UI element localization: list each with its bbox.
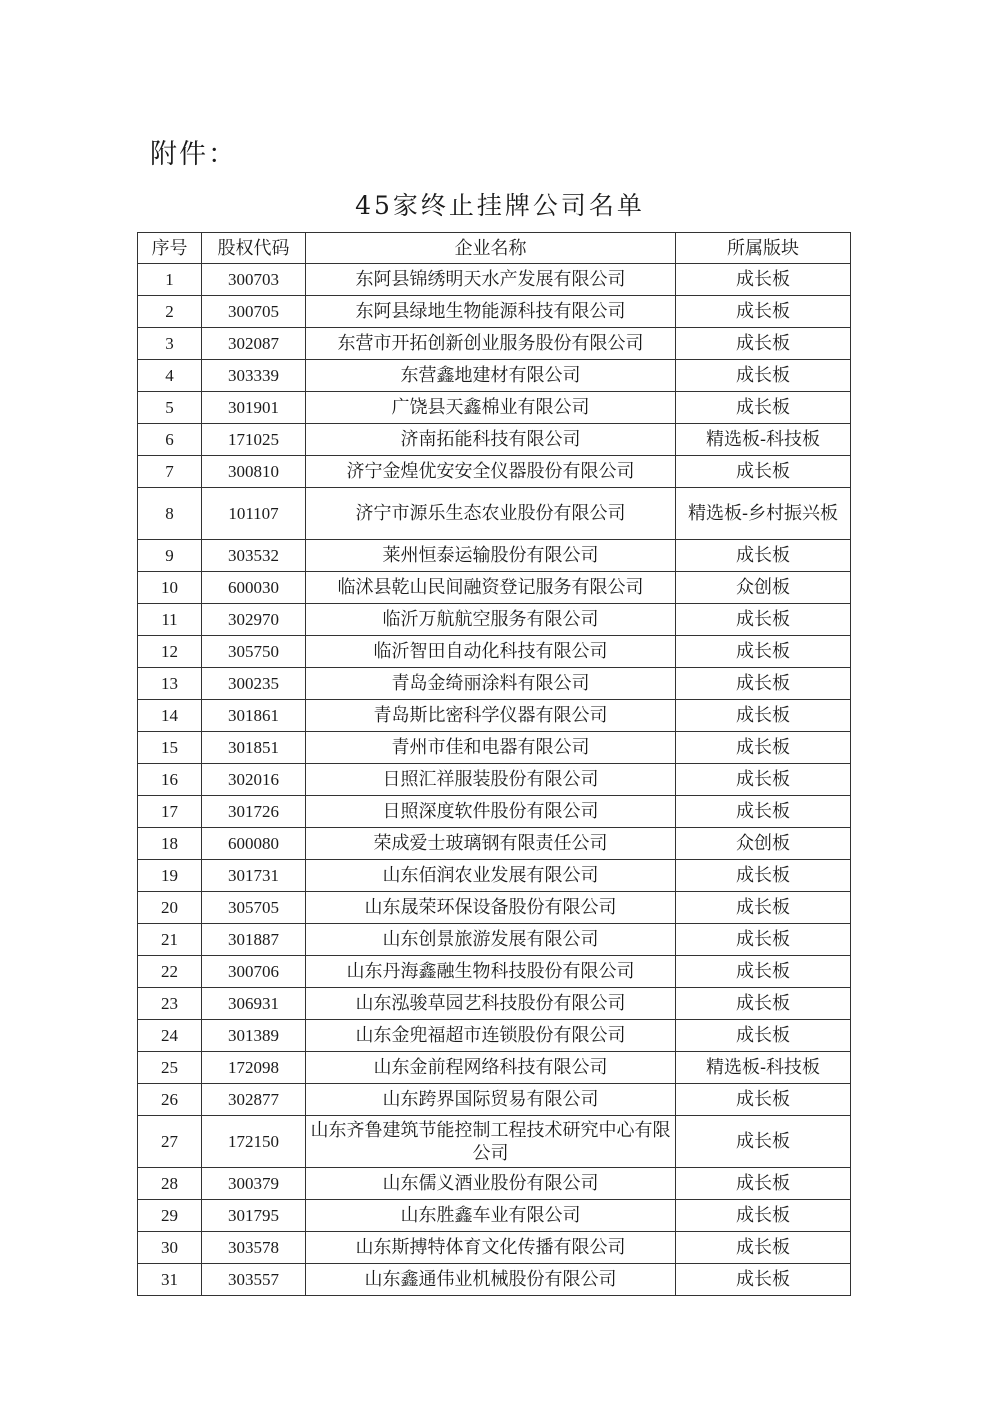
table-row [138, 540, 851, 572]
equity-code: 306931 [202, 988, 306, 1020]
equity-code: 300703 [202, 264, 306, 296]
table-row [138, 828, 851, 860]
table-header-row [138, 233, 851, 264]
board-name: 成长板 [676, 604, 851, 636]
page-title: 45家终止挂牌公司名单 [355, 191, 645, 220]
row-number: 23 [138, 988, 202, 1020]
row-number: 5 [138, 392, 202, 424]
board-name: 成长板 [676, 296, 851, 328]
equity-code: 171025 [202, 424, 306, 456]
board-name: 成长板 [676, 1084, 851, 1116]
row-number: 29 [138, 1200, 202, 1232]
equity-code: 303339 [202, 360, 306, 392]
company-name: 山东丹海鑫融生物科技股份有限公司 [306, 956, 676, 988]
equity-code: 300810 [202, 456, 306, 488]
table-row [138, 1264, 851, 1296]
company-name: 山东创景旅游发展有限公司 [306, 924, 676, 956]
row-number: 25 [138, 1052, 202, 1084]
company-name: 东营市开拓创新创业服务股份有限公司 [306, 328, 676, 360]
board-name: 成长板 [676, 636, 851, 668]
row-number: 13 [138, 668, 202, 700]
row-number: 15 [138, 732, 202, 764]
board-name: 成长板 [676, 1264, 851, 1296]
equity-code: 600030 [202, 572, 306, 604]
equity-code: 302877 [202, 1084, 306, 1116]
table-row [138, 392, 851, 424]
board-name: 成长板 [676, 540, 851, 572]
column-header-name: 企业名称 [306, 233, 676, 264]
equity-code: 172098 [202, 1052, 306, 1084]
board-name: 成长板 [676, 924, 851, 956]
equity-code: 301726 [202, 796, 306, 828]
equity-code: 301795 [202, 1200, 306, 1232]
equity-code: 172150 [202, 1116, 306, 1168]
row-number: 12 [138, 636, 202, 668]
row-number: 14 [138, 700, 202, 732]
board-name: 成长板 [676, 328, 851, 360]
table-row [138, 700, 851, 732]
company-name: 山东胜鑫车业有限公司 [306, 1200, 676, 1232]
table-row [138, 1052, 851, 1084]
row-number: 2 [138, 296, 202, 328]
row-number: 16 [138, 764, 202, 796]
board-name: 成长板 [676, 700, 851, 732]
table-row [138, 860, 851, 892]
board-name: 成长板 [676, 456, 851, 488]
equity-code: 303532 [202, 540, 306, 572]
company-name: 山东鑫通伟业机械股份有限公司 [306, 1264, 676, 1296]
company-name: 东阿县锦绣明天水产发展有限公司 [306, 264, 676, 296]
board-name: 成长板 [676, 796, 851, 828]
table-row [138, 456, 851, 488]
equity-code: 300235 [202, 668, 306, 700]
company-name: 山东佰润农业发展有限公司 [306, 860, 676, 892]
column-header-code: 股权代码 [202, 233, 306, 264]
company-name: 济南拓能科技有限公司 [306, 424, 676, 456]
board-name: 成长板 [676, 764, 851, 796]
row-number: 28 [138, 1168, 202, 1200]
board-name: 成长板 [676, 988, 851, 1020]
row-number: 6 [138, 424, 202, 456]
equity-code: 300705 [202, 296, 306, 328]
company-name: 临沂万航航空服务有限公司 [306, 604, 676, 636]
board-name: 众创板 [676, 828, 851, 860]
equity-code: 302970 [202, 604, 306, 636]
company-name: 山东金兜福超市连锁股份有限公司 [306, 1020, 676, 1052]
company-name: 青岛斯比密科学仪器有限公司 [306, 700, 676, 732]
equity-code: 301389 [202, 1020, 306, 1052]
column-header-no: 序号 [138, 233, 202, 264]
row-number: 24 [138, 1020, 202, 1052]
company-name: 山东金前程网络科技有限公司 [306, 1052, 676, 1084]
row-number: 19 [138, 860, 202, 892]
company-name: 临沂智田自动化科技有限公司 [306, 636, 676, 668]
equity-code: 301861 [202, 700, 306, 732]
table-row [138, 328, 851, 360]
company-name: 山东跨界国际贸易有限公司 [306, 1084, 676, 1116]
table-row [138, 360, 851, 392]
equity-code: 300706 [202, 956, 306, 988]
company-name: 济宁金煌优安安全仪器股份有限公司 [306, 456, 676, 488]
row-number: 1 [138, 264, 202, 296]
table-row [138, 796, 851, 828]
table-row [138, 892, 851, 924]
table-row [138, 636, 851, 668]
row-number: 3 [138, 328, 202, 360]
equity-code: 301731 [202, 860, 306, 892]
company-name: 济宁市源乐生态农业股份有限公司 [306, 488, 676, 540]
equity-code: 301851 [202, 732, 306, 764]
table-row [138, 264, 851, 296]
company-name: 广饶县天鑫棉业有限公司 [306, 392, 676, 424]
table-row [138, 604, 851, 636]
company-table [137, 232, 851, 1296]
board-name: 成长板 [676, 892, 851, 924]
board-name: 成长板 [676, 1168, 851, 1200]
board-name: 成长板 [676, 956, 851, 988]
equity-code: 303578 [202, 1232, 306, 1264]
company-name: 青岛金绮丽涂料有限公司 [306, 668, 676, 700]
table-row [138, 1084, 851, 1116]
board-name: 成长板 [676, 264, 851, 296]
company-name: 荣成爱士玻璃钢有限责任公司 [306, 828, 676, 860]
board-name: 成长板 [676, 1020, 851, 1052]
column-header-board: 所属版块 [676, 233, 851, 264]
board-name: 成长板 [676, 1200, 851, 1232]
company-name: 东营鑫地建材有限公司 [306, 360, 676, 392]
company-name: 山东斯搏特体育文化传播有限公司 [306, 1232, 676, 1264]
board-name: 成长板 [676, 392, 851, 424]
table-row [138, 1020, 851, 1052]
row-number: 9 [138, 540, 202, 572]
table-row [138, 296, 851, 328]
company-name: 山东泓骏草园艺科技股份有限公司 [306, 988, 676, 1020]
company-name: 莱州恒泰运输股份有限公司 [306, 540, 676, 572]
table-row [138, 1116, 851, 1168]
equity-code: 305705 [202, 892, 306, 924]
row-number: 18 [138, 828, 202, 860]
row-number: 10 [138, 572, 202, 604]
table-row [138, 1232, 851, 1264]
board-name: 成长板 [676, 668, 851, 700]
equity-code: 300379 [202, 1168, 306, 1200]
table-row [138, 1168, 851, 1200]
row-number: 11 [138, 604, 202, 636]
row-number: 26 [138, 1084, 202, 1116]
table-row [138, 424, 851, 456]
equity-code: 302016 [202, 764, 306, 796]
row-number: 31 [138, 1264, 202, 1296]
table-row [138, 988, 851, 1020]
company-name: 山东齐鲁建筑节能控制工程技术研究中心有限公司 [306, 1116, 676, 1168]
table-body [138, 264, 851, 1296]
company-name: 青州市佳和电器有限公司 [306, 732, 676, 764]
board-name: 成长板 [676, 732, 851, 764]
company-name: 东阿县绿地生物能源科技有限公司 [306, 296, 676, 328]
company-name: 山东儒义酒业股份有限公司 [306, 1168, 676, 1200]
company-name: 山东晟荣环保设备股份有限公司 [306, 892, 676, 924]
row-number: 21 [138, 924, 202, 956]
company-name: 临沭县乾山民间融资登记服务有限公司 [306, 572, 676, 604]
table-row [138, 488, 851, 540]
board-name: 精选板-科技板 [676, 424, 851, 456]
board-name: 精选板-科技板 [676, 1052, 851, 1084]
board-name: 精选板-乡村振兴板 [676, 488, 851, 540]
row-number: 17 [138, 796, 202, 828]
row-number: 30 [138, 1232, 202, 1264]
company-name: 日照汇祥服装股份有限公司 [306, 764, 676, 796]
row-number: 22 [138, 956, 202, 988]
equity-code: 301887 [202, 924, 306, 956]
board-name: 成长板 [676, 860, 851, 892]
attachment-label: 附件： [150, 139, 237, 170]
row-number: 20 [138, 892, 202, 924]
table-row [138, 732, 851, 764]
equity-code: 600080 [202, 828, 306, 860]
board-name: 成长板 [676, 360, 851, 392]
equity-code: 101107 [202, 488, 306, 540]
table-row [138, 956, 851, 988]
board-name: 成长板 [676, 1232, 851, 1264]
table-row [138, 668, 851, 700]
row-number: 7 [138, 456, 202, 488]
row-number: 27 [138, 1116, 202, 1168]
equity-code: 302087 [202, 328, 306, 360]
equity-code: 303557 [202, 1264, 306, 1296]
row-number: 4 [138, 360, 202, 392]
row-number: 8 [138, 488, 202, 540]
table-row [138, 1200, 851, 1232]
table-row [138, 572, 851, 604]
equity-code: 305750 [202, 636, 306, 668]
equity-code: 301901 [202, 392, 306, 424]
table-row [138, 764, 851, 796]
company-name: 日照深度软件股份有限公司 [306, 796, 676, 828]
board-name: 众创板 [676, 572, 851, 604]
board-name: 成长板 [676, 1116, 851, 1168]
table-row [138, 924, 851, 956]
